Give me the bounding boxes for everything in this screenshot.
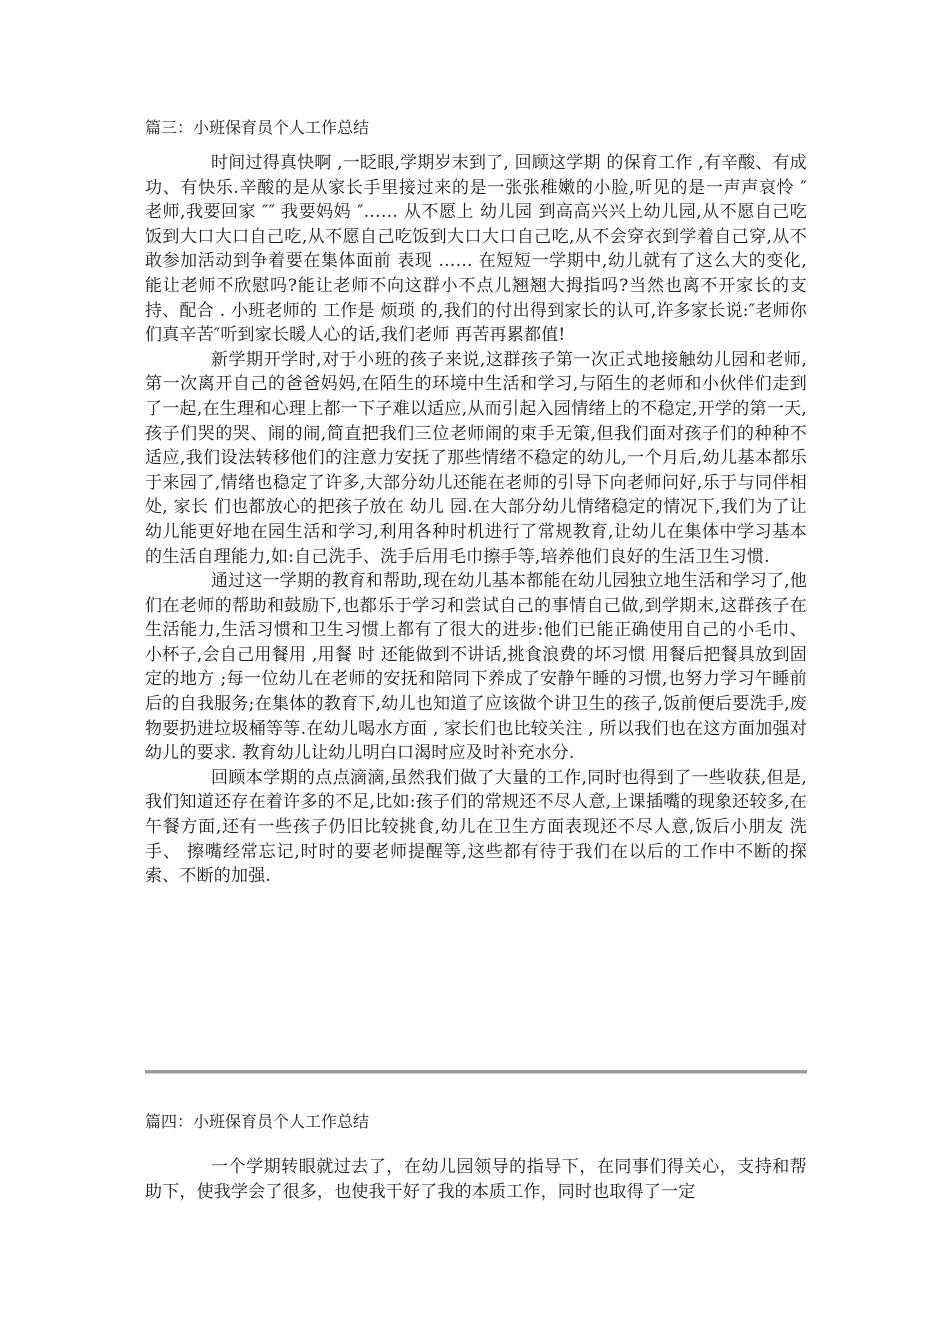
section-3-paragraph-4: 回顾本学期的点点滴滴,虽然我们做了大量的工作,同时也得到了一些收获,但是,我们知道还存在着许多的不足,比如:孩子们的常规还不尽人意,上课插嘴的现象还较多,在午餐方面,还有一些孩子仍旧比较挑食,幼儿在卫生方面表现还不尽人意,饭后小朋友 洗手、 擦嘴经常忘记,时时的要老师提醒等,这些都有待于我们在以后的工作中不断的探索、不断的加强. bbox=[145, 767, 807, 887]
section-4-paragraph-1: 一个学期转眼就过去了，在幼儿园领导的指导下，在同事们得关心，支持和帮助下，使我学会了很多，也使我干好了我的本质工作，同时也取得了一定 bbox=[145, 1157, 807, 1202]
section-4-heading: 篇四：小班保育员个人工作总结 bbox=[145, 1112, 370, 1131]
section-3-body bbox=[145, 151, 807, 889]
section-3-heading: 篇三：小班保育员个人工作总结 bbox=[145, 118, 370, 137]
section-3-paragraph-3: 通过这一学期的教育和帮助,现在幼儿基本都能在幼儿园独立地生活和学习了,他们在老师的帮助和鼓励下,也都乐于学习和尝试自己的事情自己做,到学期末,这群孩子在生活能力,生活习惯和卫生习惯上都有了很大的进步:他们已能正确使用自己的小毛巾、小杯子,会自己用餐用 ,用餐 时 还能做到不讲话,挑食浪费的坏习惯 用餐后把餐具放到固定的地方 ;每一位幼儿在老师的安抚和陪同下养成了安静午睡的习惯,也努力学习午睡前后的自我服务;在集体的教育下,幼儿也知道了应该做个讲卫生的孩子,饭前便后要洗手,废物要扔进垃圾桶等等.在幼儿喝水方面 , 家长们也比较关注 , 所以我们也在这方面加强对幼儿的要求. 教育幼儿让幼儿明白口渴时应及时补充水分. bbox=[145, 571, 808, 764]
section-3-paragraph-2: 新学期开学时,对于小班的孩子来说,这群孩子第一次正式地接触幼儿园和老师,第一次离开自己的爸爸妈妈,在陌生的环境中生活和学习,与陌生的老师和小伙伴们走到了一起,在生理和心理上都一下子难以适应,从而引起入园情绪上的不稳定,开学的第一天,孩子们哭的哭、闹的闹,简直把我们三位老师闹的束手无策,但我们面对孩子们的种种不适应,我们设法转移他们的注意力安抚了那些情绪不稳定的幼儿,一个月后,幼儿基本都乐于来园了,情绪也稳定了许多,大部分幼儿还能在老师的引导下向老师问好,乐于与同伴相处, 家长 们也都放心的把孩子放在 幼儿 园.在大部分幼儿情绪稳定的情况下,我们为了让幼儿能更好地在园生活和学习,利用各种时机进行了常规教育,让幼儿在集体中学习基本的生活自理能力,如:自己洗手、洗手后用毛巾擦手等,培养他们良好的生活卫生习惯. bbox=[145, 349, 807, 567]
section-divider bbox=[145, 1070, 807, 1074]
section-3-paragraph-1: 时间过得真快啊 ,一眨眼,学期岁末到了, 回顾这学期 的保育工作 ,有辛酸、有成功、有快乐.辛酸的是从家长手里接过来的是一张张稚嫩的小脸,听见的是一声声哀怜 ″ 老师,我要回家 ″″ 我要妈妈 ″…… 从不愿上 幼儿园 到高高兴兴上幼儿园,从不愿自己吃饭到大口大口自己吃,从不愿自己吃饭到大口大口自己吃,从不会穿衣到学着自己穿,从不敢参加活动到争着要在集体面前 表现 …… 在短短一学期中,幼儿就有了这么大的变化,能让老师不欣慰吗?能让老师不向这群小不点儿翘翘大拇指吗?当然也离不开家长的支持、配合 . 小班老师的 工作是 烦琐 的,我们的付出得到家长的认可,许多家长说:″老师你们真辛苦″听到家长暖人心的话,我们老师 再苦再累都值! bbox=[145, 153, 807, 346]
section-4-body bbox=[145, 1155, 807, 1204]
